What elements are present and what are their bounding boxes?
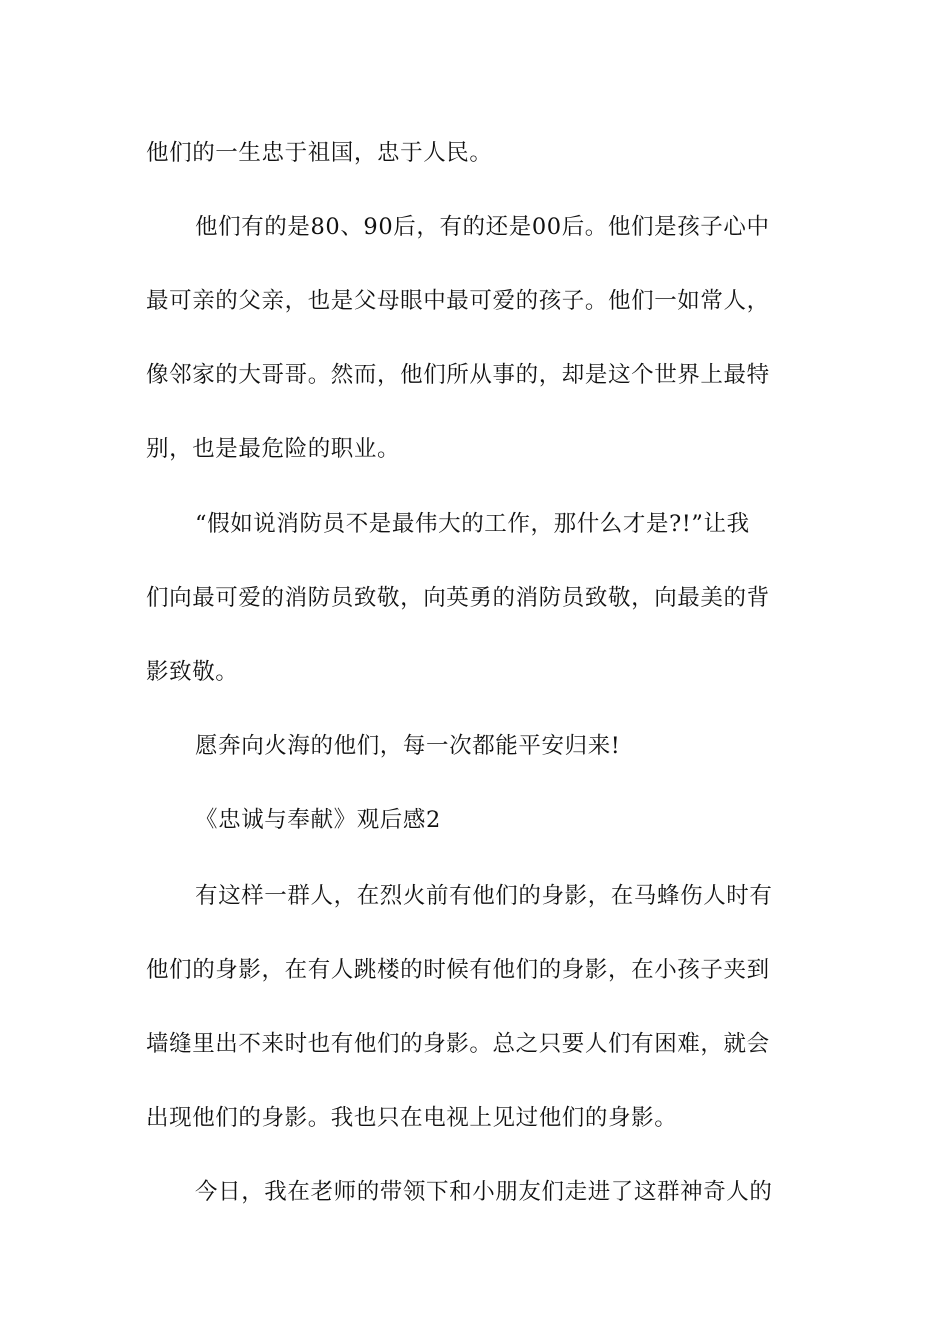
- text-line-4: 像邻家的大哥哥。然而，他们所从事的，却是这个世界上最特: [146, 362, 770, 388]
- text-line-12: 他们的身影，在有人跳楼的时候有他们的身影，在小孩子夹到: [146, 957, 770, 983]
- text-line-8: 影致敬。: [146, 659, 239, 685]
- text-line-13: 墙缝里出不来时也有他们的身影。总之只要人们有困难，就会: [146, 1031, 770, 1057]
- text-line-9: 愿奔向火海的他们，每一次都能平安归来!: [195, 733, 621, 759]
- section-heading: 《忠诚与奉献》观后感2: [195, 807, 441, 833]
- text-line-3: 最可亲的父亲，也是父母眼中最可爱的孩子。他们一如常人，: [146, 288, 770, 314]
- text-line-14: 出现他们的身影。我也只在电视上见过他们的身影。: [146, 1105, 678, 1131]
- text-line-1: 他们的一生忠于祖国，忠于人民。: [146, 140, 493, 166]
- text-line-5: 别，也是最危险的职业。: [146, 436, 401, 462]
- text-line-7: 们向最可爱的消防员致敬，向英勇的消防员致敬，向最美的背: [146, 585, 770, 611]
- text-line-2: 他们有的是80、90后，有的还是00后。他们是孩子心中: [195, 214, 770, 240]
- text-line-11: 有这样一群人，在烈火前有他们的身影，在马蜂伤人时有: [195, 883, 773, 909]
- text-line-15: 今日，我在老师的带领下和小朋友们走进了这群神奇人的: [195, 1179, 773, 1205]
- text-line-6: “假如说消防员不是最伟大的工作，那什么才是?!”让我: [195, 511, 750, 537]
